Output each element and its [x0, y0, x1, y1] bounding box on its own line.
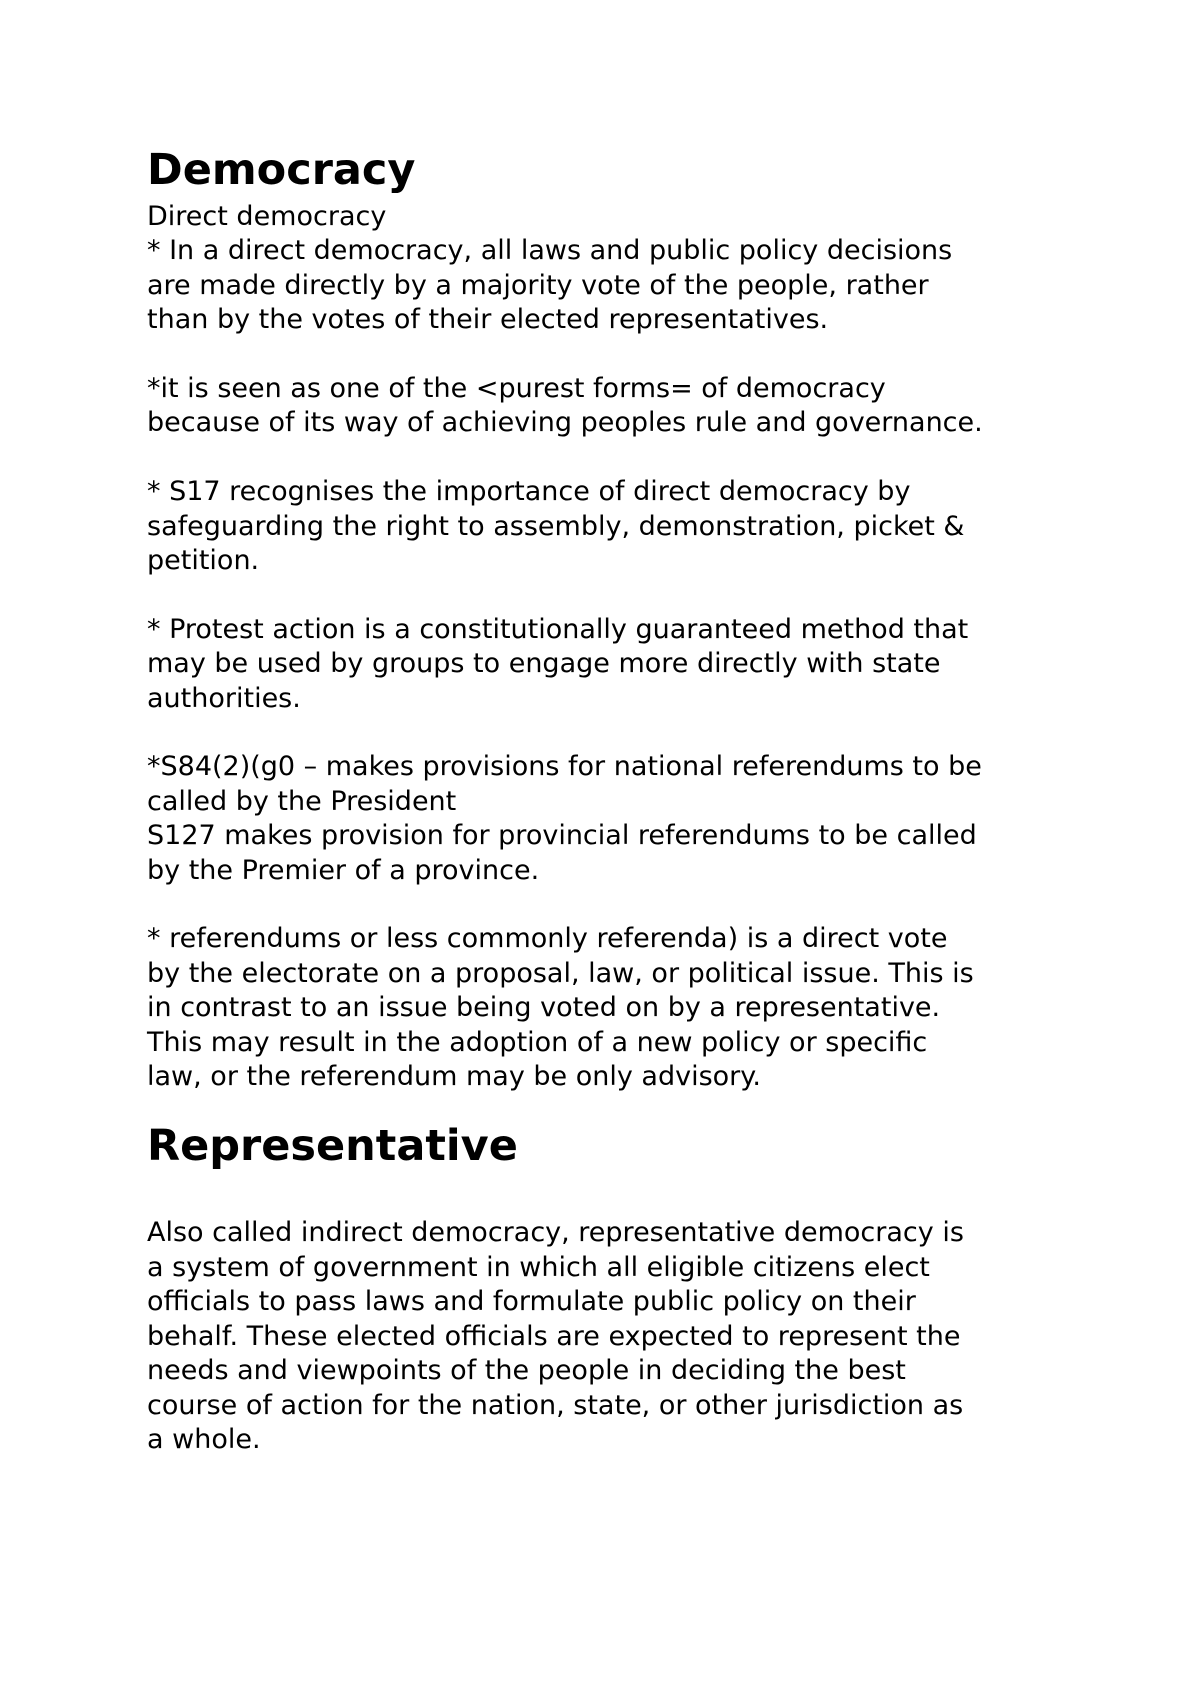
paragraph-gap: [147, 338, 1087, 372]
paragraph-gap: [147, 578, 1087, 612]
paragraph-referendums-definition: * referendums or less commonly referenda) is a direct vote by the electorate on a proposal, law, or political issue. This is in contrast to an issue being voted on by a representative. This may result in the adoption of a new policy or specific law, or the referendum may be only advisory.: [147, 923, 974, 1093]
paragraph-gap: [147, 441, 1087, 475]
paragraph-direct-democracy-definition: * In a direct democracy, all laws and public policy decisions are made directly by a majority vote of the people, rather than by the votes of their elected representatives.: [147, 235, 953, 336]
paragraph-representative-definition: Also called indirect democracy, representative democracy is a system of government in which all eligible citizens elect officials to pass laws and formulate public policy on their behalf. These elected officials are expected to represent the needs and viewpoints of the people in deciding the best course of action for the nation, state, or other jurisdiction as a whole.: [147, 1217, 964, 1455]
document-page: [147, 140, 1087, 1457]
paragraph-referendum-provisions: *S84(2)(g0 – makes provisions for national referendums to be called by the President S127 makes provision for provincial referendums to be called by the Premier of a province.: [147, 751, 982, 886]
section-subtitle-direct-democracy: Direct democracy: [147, 201, 387, 232]
section-title-representative: Representative: [147, 1121, 518, 1172]
paragraph-gap: [147, 716, 1087, 750]
paragraph-gap: [147, 888, 1087, 922]
paragraph-s17: * S17 recognises the importance of direct democracy by safeguarding the right to assembly, demonstration, picket & petition.: [147, 476, 965, 577]
section-title-democracy: Democracy: [147, 145, 416, 195]
paragraph-purest-form: *it is seen as one of the <purest forms= of democracy because of its way of achieving peoples rule and governance.: [147, 373, 983, 439]
paragraph-protest-action: * Protest action is a constitutionally guaranteed method that may be used by groups to engage more directly with state authorities.: [147, 613, 969, 714]
